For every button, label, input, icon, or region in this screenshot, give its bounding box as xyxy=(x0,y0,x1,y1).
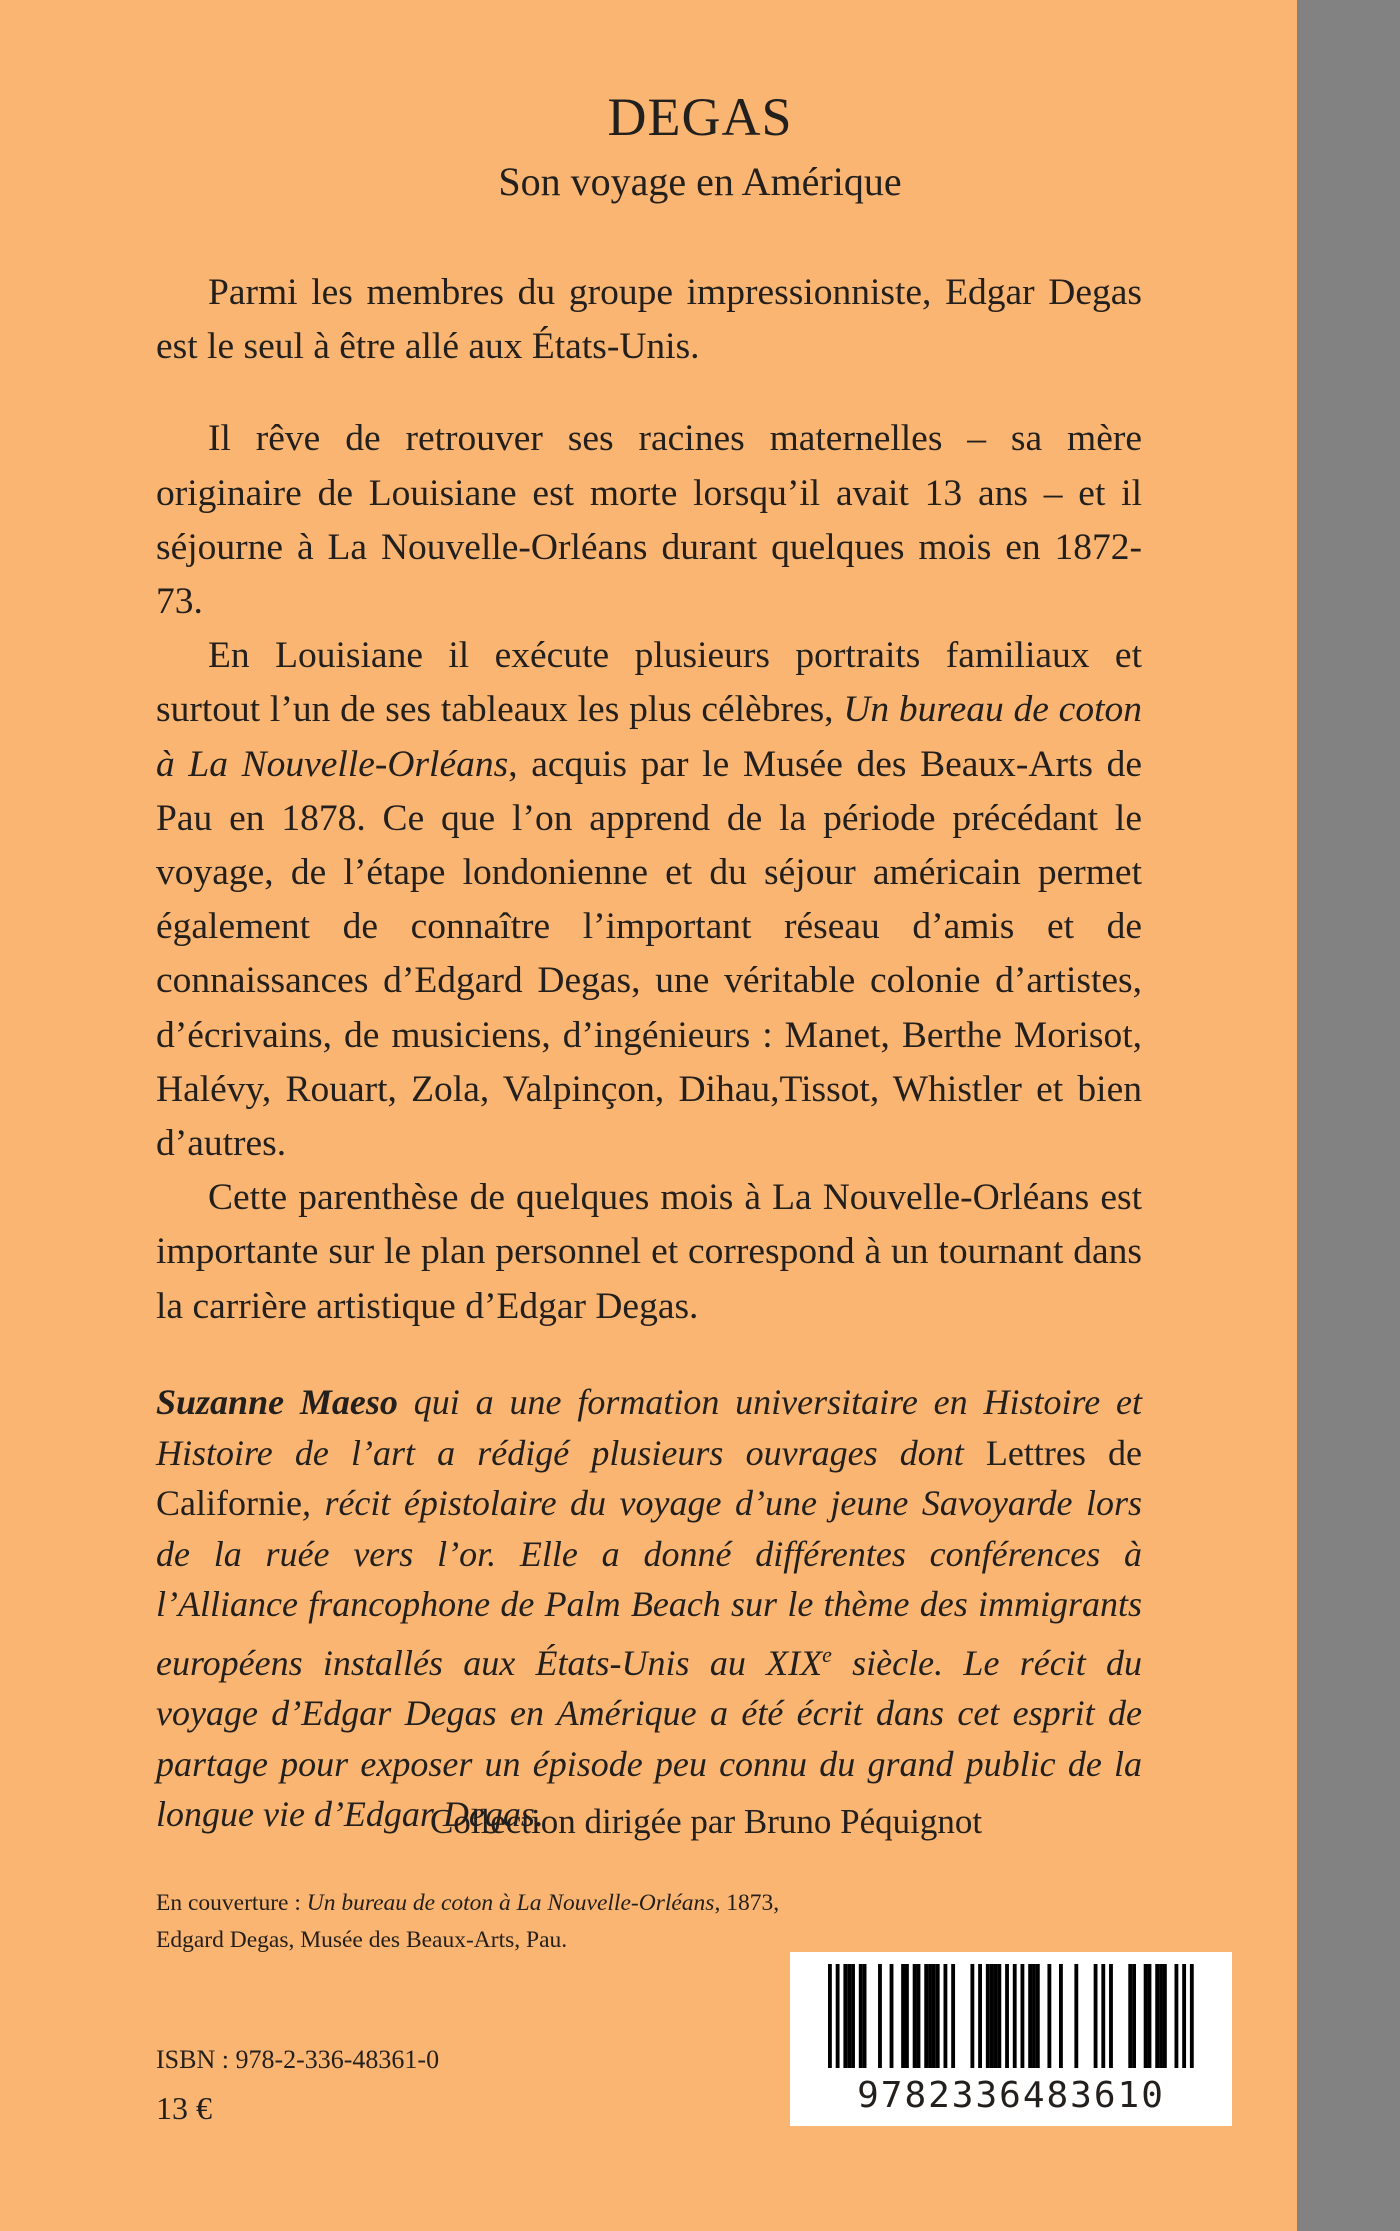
barcode-bar xyxy=(1109,1964,1113,2072)
bio-book-title: Lettres de Californie xyxy=(156,1432,1142,1523)
barcode-bar xyxy=(924,1964,928,2072)
price: 13 € xyxy=(156,2090,212,2126)
barcode-bar xyxy=(847,1964,851,2072)
painting-title: Un bureau de coton à La Nouvelle-Orléans xyxy=(156,689,1142,785)
bio-text-3: siècle. Le récit du voyage d’Edgar Degas en Amérique a été écrit dans cet esprit de partage pour exposer un épisode peu connu du grand public de la longue vie d’Edgar Degas. xyxy=(156,1642,1142,1834)
barcode-bar xyxy=(863,1964,867,2072)
barcode-bar xyxy=(905,1964,909,2072)
barcode-bar xyxy=(994,1964,998,2072)
cover-credit xyxy=(156,1885,836,1959)
barcode-bar xyxy=(901,1964,905,2072)
blurb xyxy=(156,266,1142,1334)
blurb-paragraph-1: Parmi les membres du groupe impressionniste, Edgar Degas est le seul à être allé aux États-Unis. xyxy=(156,272,1142,368)
bio-text-1: qui a une formation universitaire en Histoire et Histoire de l’art a rédigé plusieurs ouvrages dont xyxy=(156,1382,1142,1473)
isbn: ISBN : 978-2-336-48361-0 xyxy=(156,2045,440,2074)
barcode-bar xyxy=(859,1964,863,2072)
barcode-digits: 9782336483610 xyxy=(790,2068,1232,2124)
barcode-bar xyxy=(970,1964,974,2072)
barcode-bar xyxy=(1144,1964,1148,2072)
author-bio xyxy=(156,1377,1142,1840)
barcode-bar xyxy=(1094,1964,1098,2072)
cover-credit-details: , 1873, Edgard Degas, Musée des Beaux-Arts, Pau. xyxy=(156,1890,780,1953)
blurb-paragraph-3 xyxy=(156,629,1142,1171)
barcode-bar xyxy=(1036,1964,1040,2072)
blurb-paragraph-4: Cette parenthèse de quelques mois à La Nouvelle-Orléans est importante sur le plan personnel et correspond à un tournant dans la carrière artistique d’Edgar Degas. xyxy=(156,1177,1142,1327)
barcode-bar xyxy=(1101,1964,1105,2072)
barcode-bar xyxy=(932,1964,936,2072)
century-superscript: e xyxy=(822,1641,832,1667)
blurb-paragraph-3-end: , acquis par le Musée des Beaux-Arts de Pau en 1878. Ce que l’on apprend de la période précédant le voyage, de l’étape londonienne et du séjour américain permet également de connaître l’important réseau d’amis et de connaissances d’Edgard Degas, une véritable colonie d’artistes, d’écrivains, de musiciens, d’ingénieurs : Manet, Berthe Morisot, Halévy, Rouart, Zola, Valpinçon, Dihau,Tissot, Whistler et bien d’autres. xyxy=(156,743,1142,1165)
barcode-bar xyxy=(913,1964,917,2072)
barcode-bar xyxy=(997,1964,1001,2072)
barcode-bar xyxy=(944,1964,948,2072)
barcode-bar xyxy=(1132,1964,1136,2072)
barcode-bar xyxy=(986,1964,990,2072)
barcode-bar xyxy=(1059,1964,1063,2072)
blurb-paragraph-2: Il rêve de retrouver ses racines maternelles – sa mère originaire de Louisiane est morte lorsqu’il avait 13 ans – et il séjourne à La Nouvelle-Orléans durant quelques mois en 1872-73. xyxy=(156,418,1142,623)
book-subtitle: Son voyage en Amérique xyxy=(498,159,902,204)
barcode-bar xyxy=(1047,1964,1051,2072)
cover-credit-work: Un bureau de coton à La Nouvelle-Orléans xyxy=(306,1890,715,1916)
barcode-bar xyxy=(843,1964,847,2072)
barcode-bar xyxy=(1032,1964,1036,2072)
book-title: DEGAS xyxy=(607,87,793,147)
barcode-bar xyxy=(1159,1964,1163,2072)
barcode-bar xyxy=(1148,1964,1152,2072)
barcode-bar xyxy=(890,1964,894,2072)
barcode-bar xyxy=(851,1964,855,2072)
barcode-bar xyxy=(1155,1964,1159,2072)
barcode-bar xyxy=(978,1964,982,2072)
author-name: Suzanne Maeso xyxy=(156,1382,398,1422)
barcode-bar xyxy=(1021,1964,1025,2072)
barcode-bar xyxy=(1128,1964,1132,2072)
spine-edge xyxy=(1297,0,1400,2231)
barcode-bar xyxy=(917,1964,921,2072)
blurb-paragraph-3-start: En Louisiane il exécute plusieurs portraits familiaux et surtout l’un de ses tableaux les plus célèbres, xyxy=(156,635,1142,731)
barcode-bar xyxy=(936,1964,940,2072)
bio-text-2: , récit épistolaire du voyage d’une jeune Savoyarde lors de la ruée vers l’or. Elle a donné différentes conférences à l’Alliance francophone de Palm Beach sur le thème des immigrants européens installés aux États-Unis au XIX xyxy=(156,1483,1142,1683)
barcode-bar xyxy=(951,1964,955,2072)
barcode xyxy=(790,1952,1232,2126)
collection-credit: Collection dirigée par Bruno Péquignot xyxy=(429,1802,983,1841)
barcode-bar xyxy=(1175,1964,1179,2072)
barcode-bar xyxy=(928,1964,932,2072)
barcode-bar xyxy=(1163,1964,1167,2072)
cover-credit-label: En couverture : xyxy=(156,1890,307,1916)
barcode-bar xyxy=(878,1964,882,2072)
barcode-bar xyxy=(1028,1964,1032,2072)
barcode-bar xyxy=(1074,1964,1078,2072)
barcode-bar xyxy=(990,1964,994,2072)
